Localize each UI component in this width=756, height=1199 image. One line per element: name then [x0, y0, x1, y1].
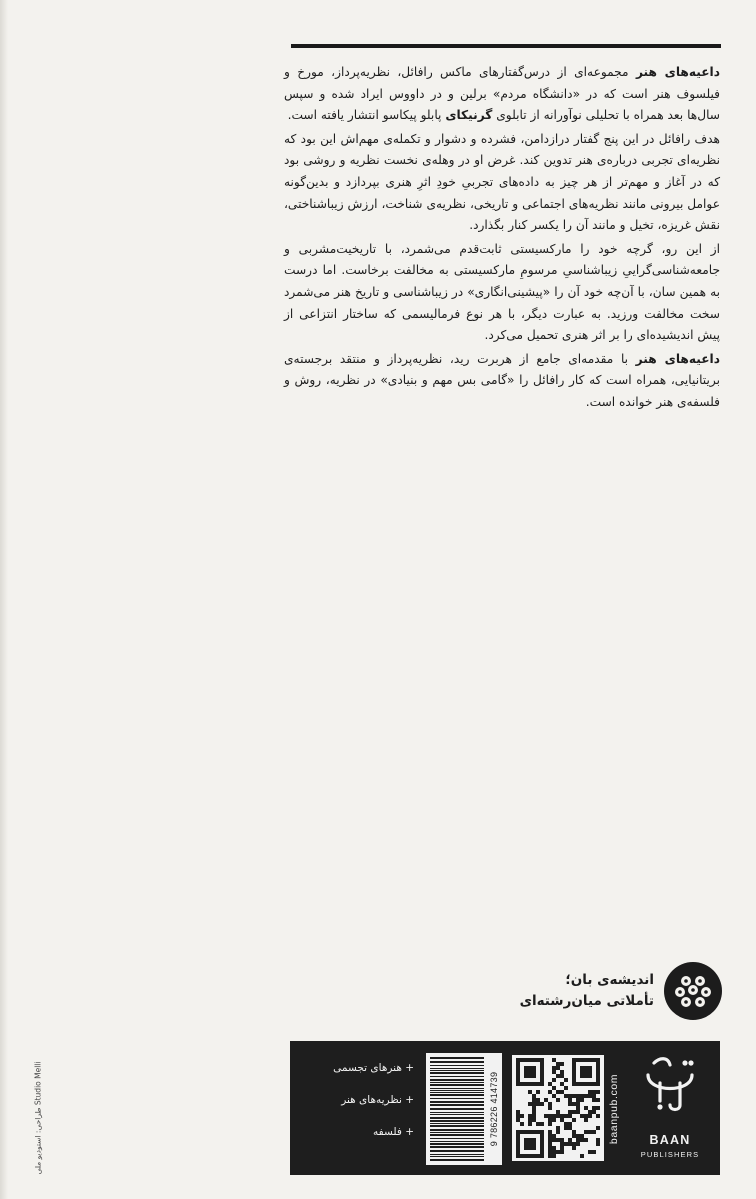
qr-code-graphic	[515, 1058, 601, 1158]
publisher-name: BAAN	[649, 1133, 691, 1147]
spine-shadow	[0, 0, 8, 1199]
barcode-graphic	[426, 1053, 486, 1165]
book-title-bold: داعیه‌های هنر	[635, 351, 720, 366]
blurb-paragraph-3: از این رو، گرچه خود را مارکسیستی ثابت‌قدم می‌شمرد، با تاریخیت‌مشربی و جامعه‌شناسی‌گراییِ زیباشناسیِ مرسومِ مارکسیستی به مخالفت برخاست. اما درست به همین سان، با آن‌چه خود آن را «پیشینی‌انگاری» در زیباشناسی و تاریخ هنر می‌شمرد سخت مخالفت ورزید. به عبارت دیگر، با هر نوع فرمالیسمی که ساختار انتزاعی از پیش اندیشیده‌ای را بر اثر هنری تحمیل می‌کرد.	[284, 241, 720, 343]
publisher-url-text: baanpub.com	[608, 1073, 620, 1145]
publisher-panel	[290, 1041, 720, 1175]
blurb-paragraph-2: هدف رافائل در این پنج گفتار درازدامن، فشرده و دشوار و تکمله‌ی مهم‌اش این بود که نظریه‌ای تجربی درباره‌ی هنر تدوین کند. غرض او در وهله‌ی نخست نظریه و روشی بود که در آغاز و مهم‌تر از هر چیز به داده‌های تجربیِ خودِ اثرِ هنری بپردازد و بدین‌گونه عوامل بیرونی مانند نظریه‌های اجتماعی و تاریخی، نظریه‌ی شناخت، ارزش زیباشناختی، نقش غریزه، تخیل و مانند آن را یکسر کنار بگذارد.	[284, 131, 720, 233]
subject-item: + نظریه‌های هنر	[341, 1094, 414, 1106]
designer-credit-text: طراحی: استودیو ملی Studio Melli	[33, 1061, 43, 1175]
publisher-brand	[632, 1049, 708, 1167]
blurb-text: مجموعه‌ای از درس‌گفتارهای ماکس رافائل، نظریه‌پرداز، مورخ و فیلسوف هنر است که در «دانشگاه مردم» برلین و در داووس ایراد شده و سپس سال‌ها بعد همراه با تحلیلی نوآورانه از تابلوی	[284, 65, 720, 123]
subject-item: + فلسفه	[373, 1126, 414, 1138]
blurb-text: با مقدمه‌ای جامع از هربرت رید، نظریه‌پرداز و منتقد برجسته‌ی بریتانیایی، همراه است که کار رافائل را «گامی بس مهم و بنیادی» در نظریه، روش و فلسفه‌ی هنر خوانده است.	[284, 351, 720, 409]
publisher-sub: PUBLISHERS	[640, 1150, 700, 1159]
qr-code	[512, 1055, 604, 1161]
designer-credit	[24, 1058, 52, 1178]
top-rule	[291, 44, 721, 48]
book-title-bold: داعیه‌های هنر	[635, 65, 720, 79]
subject-list	[300, 1059, 414, 1155]
series-line-2: تأملاتی میان‌رشته‌ای	[519, 993, 654, 1009]
subject-item: + هنرهای تجسمی	[333, 1062, 414, 1074]
blurb-paragraph-1	[284, 62, 720, 127]
blurb-paragraph-4	[284, 349, 720, 414]
series-title	[494, 970, 654, 1012]
isbn-digits-text: 9 786226 414739	[489, 1071, 499, 1147]
series-logo-icon	[664, 962, 722, 1020]
isbn-barcode	[426, 1053, 502, 1165]
publisher-url	[607, 1053, 621, 1165]
baan-logo-icon	[640, 1053, 700, 1113]
series-block	[512, 962, 722, 1022]
back-cover-blurb	[284, 62, 720, 416]
isbn-digits	[488, 1053, 500, 1165]
blurb-text: پابلو پیکاسو انتشار یافته است.	[287, 108, 446, 123]
guernica-bold: گرنیکای	[445, 108, 493, 123]
series-line-1: اندیشه‌ی بان؛	[565, 972, 654, 988]
